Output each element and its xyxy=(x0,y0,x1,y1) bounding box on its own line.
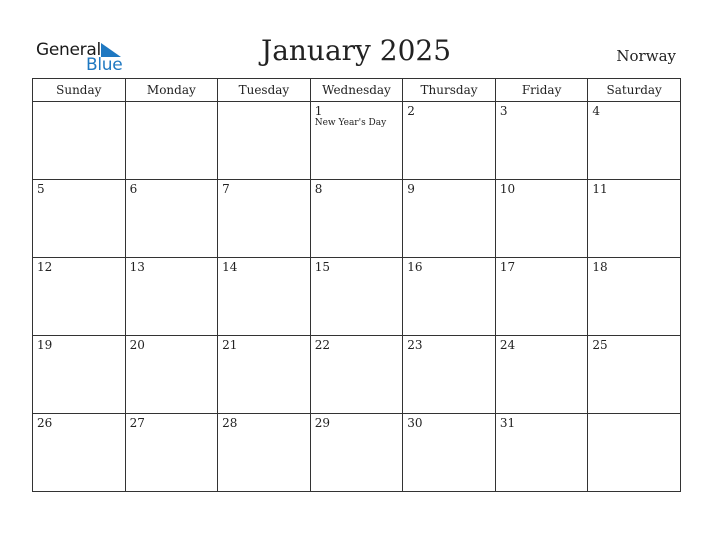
week-row xyxy=(33,102,681,180)
day-cell[interactable] xyxy=(403,258,496,336)
day-cell[interactable] xyxy=(125,414,218,492)
page-title: January 2025 xyxy=(260,34,452,67)
calendar-body xyxy=(33,102,681,492)
day-cell[interactable] xyxy=(33,336,126,414)
day-number: 13 xyxy=(129,260,145,274)
day-cell[interactable] xyxy=(310,258,403,336)
day-number: 10 xyxy=(499,182,516,196)
day-number: 31 xyxy=(499,416,516,430)
weekday-header: Friday xyxy=(495,79,588,102)
day-cell[interactable] xyxy=(33,258,126,336)
day-number: 23 xyxy=(407,338,423,352)
week-row xyxy=(33,258,681,336)
brand-name-general: General xyxy=(36,40,101,60)
day-cell[interactable] xyxy=(310,180,403,258)
day-cell[interactable] xyxy=(218,180,311,258)
weekday-header-row xyxy=(33,79,681,102)
weekday-header: Thursday xyxy=(403,79,496,102)
day-cell[interactable] xyxy=(310,102,403,180)
day-cell[interactable] xyxy=(588,336,681,414)
day-number: 5 xyxy=(37,182,45,196)
day-number: 14 xyxy=(222,260,238,274)
week-row xyxy=(33,414,681,492)
week-row xyxy=(33,336,681,414)
day-cell[interactable] xyxy=(403,336,496,414)
holiday-label: New Year's Day xyxy=(314,118,387,128)
day-cell[interactable] xyxy=(403,414,496,492)
day-cell[interactable] xyxy=(495,414,588,492)
day-number: 11 xyxy=(592,182,608,196)
day-number: 3 xyxy=(499,104,508,118)
day-number: 2 xyxy=(407,104,415,118)
day-cell[interactable] xyxy=(218,414,311,492)
day-number: 1 xyxy=(314,104,323,118)
day-cell[interactable] xyxy=(125,258,218,336)
country-label: Norway xyxy=(616,47,676,65)
day-cell[interactable] xyxy=(125,102,218,180)
day-cell[interactable] xyxy=(218,258,311,336)
day-cell[interactable] xyxy=(588,414,681,492)
weekday-header: Saturday xyxy=(588,79,681,102)
month-calendar xyxy=(32,78,681,492)
day-cell[interactable] xyxy=(588,102,681,180)
day-number: 8 xyxy=(314,182,323,196)
day-number: 6 xyxy=(129,182,138,196)
day-number: 28 xyxy=(222,416,238,430)
day-number: 17 xyxy=(499,260,516,274)
day-number: 9 xyxy=(407,182,415,196)
day-cell[interactable] xyxy=(495,180,588,258)
day-number: 27 xyxy=(129,416,145,430)
weekday-header: Wednesday xyxy=(310,79,403,102)
day-cell[interactable] xyxy=(495,258,588,336)
day-number: 7 xyxy=(222,182,230,196)
day-cell[interactable] xyxy=(33,102,126,180)
day-cell[interactable] xyxy=(218,336,311,414)
day-cell[interactable] xyxy=(125,336,218,414)
day-cell[interactable] xyxy=(403,102,496,180)
day-number: 16 xyxy=(407,260,423,274)
week-row xyxy=(33,180,681,258)
day-number: 4 xyxy=(592,104,601,118)
day-number: 30 xyxy=(407,416,423,430)
day-number: 24 xyxy=(499,338,516,352)
weekday-header: Tuesday xyxy=(218,79,311,102)
day-cell[interactable] xyxy=(33,180,126,258)
weekday-header: Sunday xyxy=(33,79,126,102)
day-number: 26 xyxy=(37,416,53,430)
day-cell[interactable] xyxy=(403,180,496,258)
day-number: 22 xyxy=(314,338,330,352)
day-cell[interactable] xyxy=(218,102,311,180)
day-cell[interactable] xyxy=(310,414,403,492)
day-number: 18 xyxy=(592,260,608,274)
day-cell[interactable] xyxy=(33,414,126,492)
day-number: 21 xyxy=(222,338,238,352)
day-number: 15 xyxy=(314,260,330,274)
day-number: 19 xyxy=(37,338,53,352)
day-cell[interactable] xyxy=(310,336,403,414)
day-number: 25 xyxy=(592,338,608,352)
day-cell[interactable] xyxy=(588,258,681,336)
day-cell[interactable] xyxy=(588,180,681,258)
weekday-header: Monday xyxy=(125,79,218,102)
day-cell[interactable] xyxy=(125,180,218,258)
day-number: 29 xyxy=(314,416,330,430)
day-cell[interactable] xyxy=(495,336,588,414)
day-number: 12 xyxy=(37,260,53,274)
day-cell[interactable] xyxy=(495,102,588,180)
day-number: 20 xyxy=(129,338,145,352)
brand-name-blue: Blue xyxy=(86,55,123,75)
